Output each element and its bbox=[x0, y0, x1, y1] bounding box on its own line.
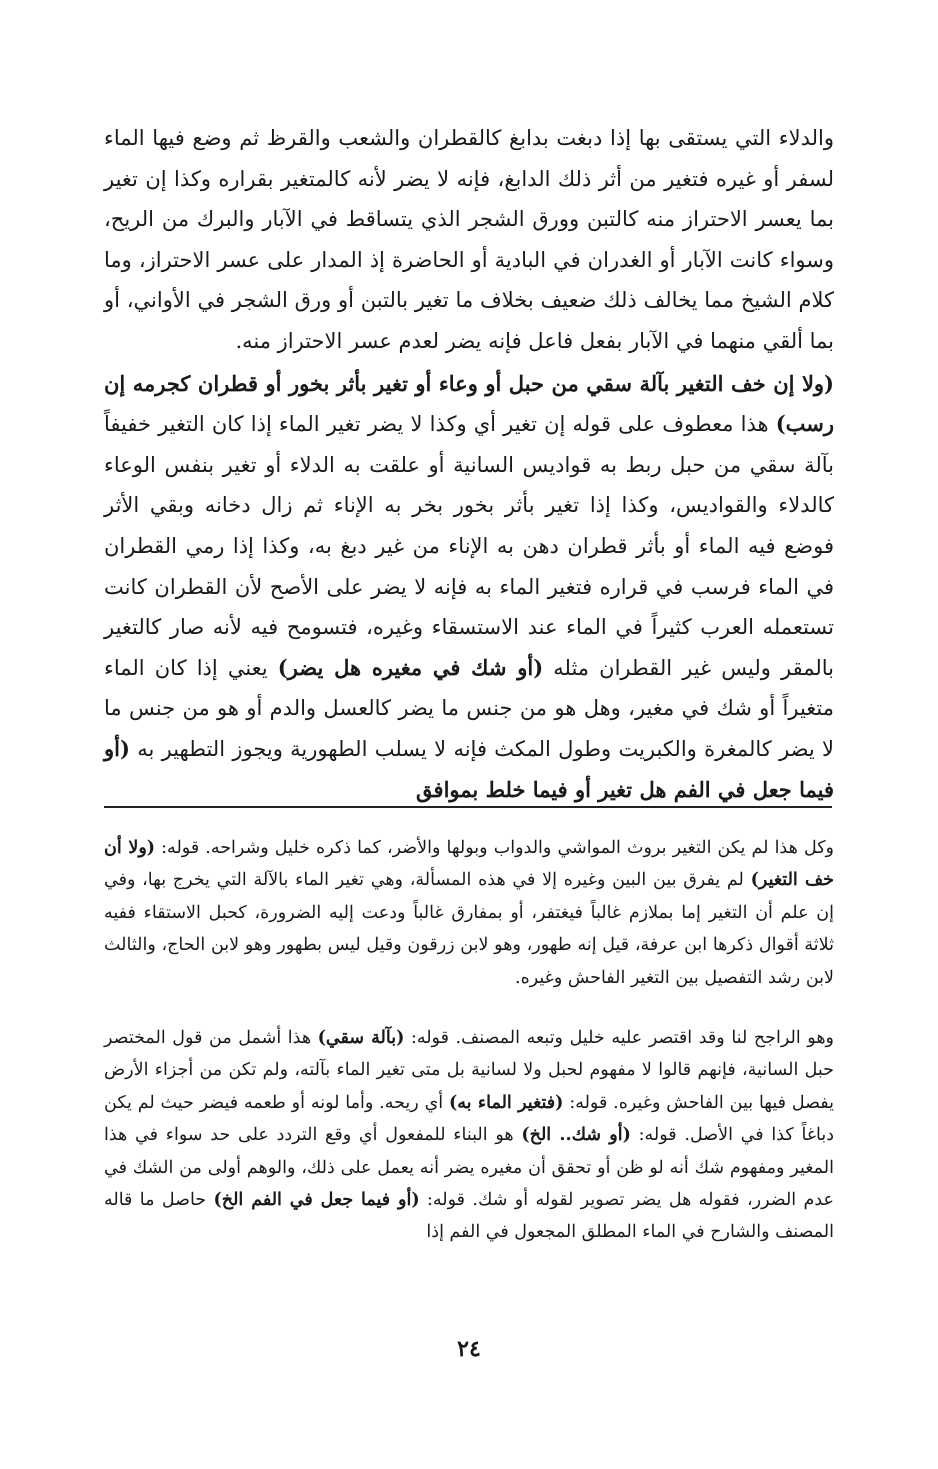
commentary-text-1: هذا معطوف على قوله إن تغير أي وكذا لا يضر تغير الماء إذا كان التغير خفيفاً بآلة سقي من حبل ربط به قواديس السانية أو علقت به الدلاء أو تغير بنفس الوعاء كالدلاء والقواديس، وكذا إذا تغير بأثر بخور بخر به الإناء ثم زال دخانه وبقي الأثر فوضع فيه الماء أو بأثر قطران دهن به الإناء من غير دبغ به، وكذا إذا رمي القطران في الماء فرسب في قراره فتغير الماء به فإنه لا يضر على الأصح لأن القطران كانت تستعمله العرب كثيراً في الماء عند الاستسقاء وغيره، فتسومح فيه لأنه صار كالتغير بالمقر وليس غير القطران مثله bbox=[104, 412, 834, 680]
footnote-quote: (أو شك.. الخ) bbox=[521, 1125, 631, 1146]
paragraph-2 bbox=[104, 364, 834, 811]
main-text bbox=[104, 118, 834, 810]
footnote-text: لم يفرق بين البين وغيره إلا في هذه المسألة، وهي تغير الماء بالآلة التي يخرج بها، وفي إن علم أن التغير إما بملازم غالباً فيغتفر، أو بمفارق غالباً ودعت إليه الضرورة، كحبل الاستقاء ففيه ثلاثة أقوال ذكرها ابن عرفة، قيل إنه طهور، وهو لابن زرقون وقيل ليس بطهور وهو لابن الحاج، والثالث لابن رشد التفصيل بين التغير الفاحش وغيره. bbox=[104, 870, 834, 988]
matn-text-1: (ولا إن خف التغير بآلة سقي من حبل أو وعاء أو تغير بأثر بخور أو قطران كجرمه إن رسب) bbox=[104, 370, 834, 437]
footnote-quote: (فتغير الماء به) bbox=[449, 1092, 564, 1113]
footnote-text: أي ريحه. وأما لونه أو طعمه فيضر حيث لم يكن دباغاً كذا في الأصل. قوله: bbox=[104, 1092, 834, 1146]
footnote-divider bbox=[104, 806, 832, 808]
footnote-text: هذا أشمل من قول المختصر حبل السانية، فإنهم قالوا لا مفهوم لحبل ولا لسانية بل متى تغير الماء بآلته، ولم تكن من أجزاء الأرض يفصل فيها بين الفاحش وغيره. قوله: bbox=[104, 1028, 834, 1113]
footnote-quote: (ولا أن خف التغير) bbox=[104, 838, 834, 891]
footnote-text: وكل هذا لم يكن التغير بروث المواشي والدواب وبولها والأضر، كما ذكره خليل وشراحه. قوله: bbox=[155, 838, 834, 858]
paragraph-1: والدلاء التي يستقى بها إذا دبغت بدابغ كالقطران والشعب والقرظ ثم وضع فيها الماء لسفر أو غيره فتغير من أثر ذلك الدابغ، فإنه لا يضر لأنه كالمتغير بقراره وكذا إن تغير بما يعسر الاحتراز منه كالتبن وورق الشجر الذي يتساقط في الآبار والبرك من الريح، وسواء كانت الآبار أو الغدران في البادية أو الحاضرة إذ المدار على عسر الاحتراز، وما كلام الشيخ مما يخالف ذلك ضعيف بخلاف ما تغير بالتبن أو ورق الشجر في الأواني، أو بما ألقي منهما في الآبار بفعل فاعل فإنه يضر لعدم عسر الاحتراز منه. bbox=[104, 126, 834, 353]
commentary-text-2: يعني إذا كان الماء متغيراً أو شك في مغير، وهل هو من جنس ما يضر كالعسل والدم أو هو من جنس ما لا يضر كالمغرة والكبريت وطول المكث فإنه لا يسلب الطهورية ويجوز التطهير به bbox=[104, 655, 834, 761]
footnote-quote: (أو فيما جعل في الفم الخ) bbox=[213, 1190, 420, 1211]
main-body bbox=[104, 118, 834, 810]
footnote-text: هو البناء للمفعول أي وقع التردد على حد سواء في هذا المغير ومفهوم شك أنه لو ظن أو تحقق أن مغيره يضر أنه يعمل على ذلك، والوهم أولى من الشك في عدم الضرر، فقوله هل يضر تصوير لقوله أو شك. قوله: bbox=[104, 1125, 834, 1211]
footnote-quote: (بآلة سقي) bbox=[317, 1028, 405, 1048]
footnote-block-1 bbox=[104, 832, 834, 994]
matn-text-2: (أو شك في مغيره هل يضر) bbox=[277, 654, 544, 680]
page-number: ٢٤ bbox=[457, 1336, 481, 1362]
footnote-text: حاصل ما قاله المصنف والشارح في الماء المطلق المجعول في الفم إذا bbox=[104, 1190, 834, 1243]
footnote-block-2 bbox=[104, 1022, 834, 1249]
footnote-paragraph-1 bbox=[104, 832, 834, 994]
footnote-paragraph-2 bbox=[104, 1022, 834, 1249]
footnote-text: وهو الراجح لنا وقد اقتصر عليه خليل وتبعه المصنف. قوله: bbox=[404, 1028, 834, 1048]
matn-text-3: (أو فيما جعل في الفم هل تغير أو فيما خلط بموافق bbox=[104, 735, 834, 802]
